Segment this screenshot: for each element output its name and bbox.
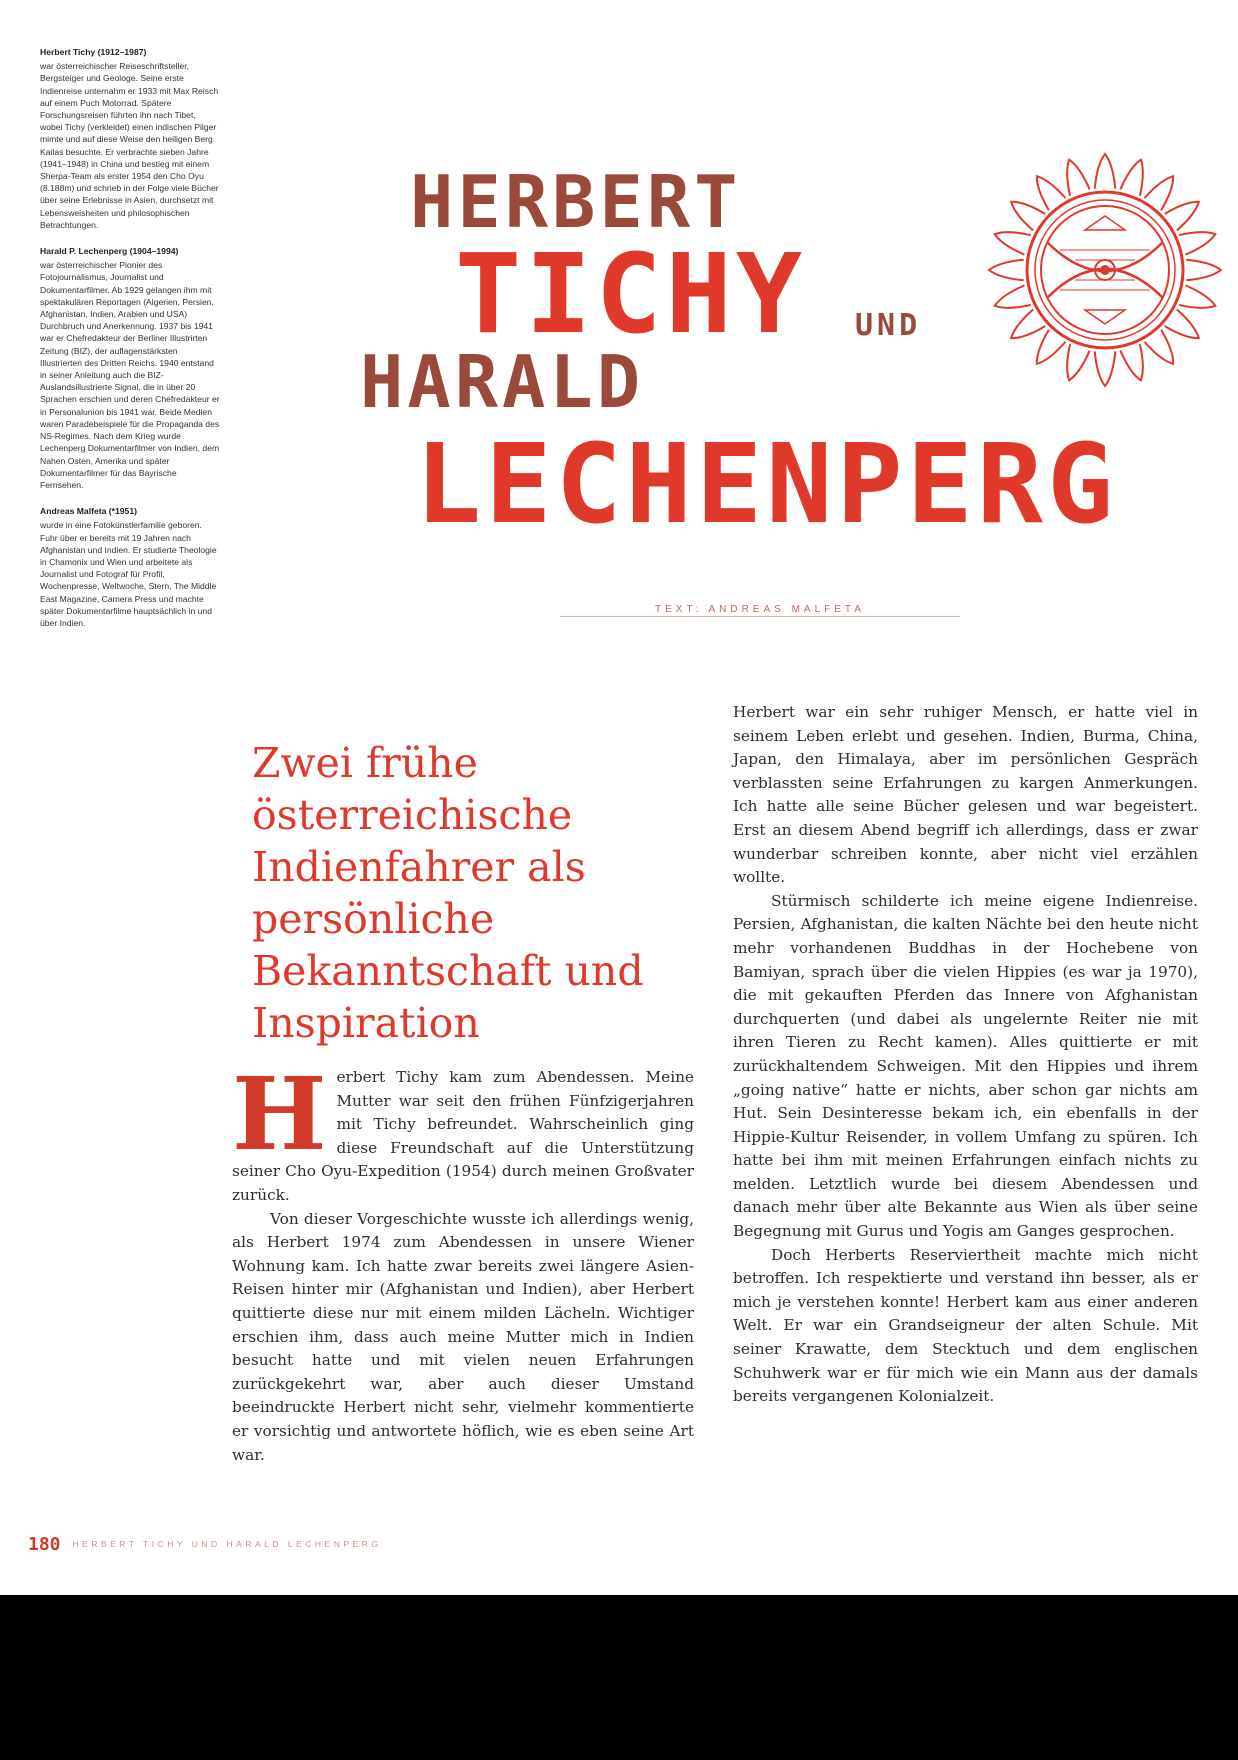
- scan-black-band: [0, 1595, 1238, 1760]
- sun-petal: [1179, 232, 1215, 254]
- sun-petal: [995, 232, 1031, 254]
- sun-mandala-icon: [985, 150, 1225, 390]
- bio-tichy: [40, 46, 220, 231]
- bio-name: Andreas Malfeta (*1951): [40, 506, 137, 517]
- body-paragraph: Von dieser Vorgeschichte wusste ich allerdings wenig, als Herbert 1974 zum Abendessen in unsere Wiener Wohnung kam. Ich hatte zwar bereits zwei längere Asien-Reisen hinter mir (Afghanistan und Indien), aber Herbert quittierte diese nur mit einem milden Lächeln. Wichtiger erschien ihm, dass auch meine Mutter mich in Indien besucht hatte und mit vielen neuen Erfahrungen zurückgekehrt war, aber auch dieser Umstand beeindruckte Herbert nicht sehr, vielmehr kommentierte er vorsichtig und antwortete höflich, wie es eben seine Art war.: [232, 1209, 694, 1464]
- sun-petal: [1120, 344, 1142, 380]
- article-column-right: [733, 701, 1198, 1409]
- body-paragraph: Herbert war ein sehr ruhiger Mensch, er hatte viel in seinem Leben erlebt und gesehen. Indien, Burma, China, Japan, den Himalaya, aber im persönlichen Gespräch verblassten seine Erfahrungen zu kargen Anmerkungen. Ich hatte alle seine Bücher gelesen und war begeistert. Erst an diesem Abend begriff ich allerdings, dass er zwar wunderbar schreiben konnte, aber nicht viel erzählen wollte.: [733, 703, 1198, 887]
- page-footer: [28, 1533, 381, 1555]
- sun-petal: [1067, 160, 1089, 196]
- bio-sidebar: [40, 46, 220, 643]
- sun-petal: [1095, 154, 1116, 189]
- paragraph-text: erbert Tichy kam zum Abendessen. Meine Mutter war seit den frühen Fünfzigerjahren mit Tichy befreundet. Wahrscheinlich ging diese Freundschaft auf die Unterstützung seiner Cho Oyu-Expedition (1954) durch meinen Großvater zurück.: [232, 1068, 694, 1204]
- bio-name: Herbert Tichy (1912–1987): [40, 47, 147, 57]
- drop-cap: H: [232, 1055, 327, 1173]
- author-credit: [560, 597, 960, 627]
- title-herbert: HERBERT: [410, 160, 742, 244]
- bio-malfeta: [40, 505, 220, 629]
- title-harald: HARALD: [360, 340, 645, 424]
- bio-text: wurde in eine Fotokünstlerfamilie geboren. Fuhr über er bereits mit 19 Jahren nach Afghanistan und Indien. Er studierte Theologie in Chamonix und Wien und arbeitete als Journalist und Fotograf für Profil, Wochenpresse, Weltwoche, Stern, The Middle East Magazine, Camera Press und machte später Dokumentarfilme hauptsächlich in und über Indien.: [40, 520, 217, 628]
- article-subtitle: Zwei frühe österreichische Indienfahrer als persönliche Bekanntschaft und Inspiration: [252, 739, 644, 1048]
- page-number: 180: [28, 1533, 61, 1555]
- sun-petal: [995, 285, 1031, 307]
- body-paragraph: Stürmisch schilderte ich meine eigene Indienreise. Persien, Afghanistan, die kalten Nächte bei den heute nicht mehr vorhandenen Buddhas in der Hochebene von Bamiyan, sprach über die vielen Hippies (es war ja 1970), die mit gekauften Pferden das Innere von Afghanistan durchquerten (und dabei als ungelernte Reiter nie mit ihren Tieren zu Recht kamen). Alles quittierte er mit zurückhaltendem Schweigen. Mit den Hippies und ihrem „going native“ hatte er nichts, aber schon gar nichts am Hut. Sein Desinteresse bekam ich, ein ebenfalls in der Hippie-Kultur Reisender, in vollem Umfang zu spüren. Ich hatte bei ihm mit meinen Erfahrungen einfach nichts zu melden. Letztlich wurde bei diesem Abendessen und danach mehr über alte Bekannte aus Wien als über seine Begegnung mit Gurus und Yogis am Ganges gesprochen.: [733, 891, 1198, 1241]
- credit-text: TEXT: ANDREAS MALFETA: [655, 604, 865, 615]
- title-und: UND: [855, 308, 922, 343]
- running-head: HERBERT TICHY UND HARALD LECHENPERG: [72, 1539, 382, 1549]
- body-paragraph: [232, 1055, 694, 1208]
- title-lechenperg: LECHENPERG: [415, 420, 1118, 548]
- sun-petal: [1186, 260, 1221, 281]
- credit-divider: [560, 616, 960, 617]
- bio-name: Harald P. Lechenperg (1904–1994): [40, 246, 179, 257]
- sun-petal: [1067, 344, 1089, 380]
- sun-petal: [1179, 285, 1215, 307]
- title-tichy: TICHY: [455, 230, 807, 358]
- body-paragraph: Doch Herberts Reserviertheit machte mich nicht betroffen. Ich respektierte und verstand ihn besser, als er mich je verstehen konnte! Herbert kam aus einer anderen Welt. Er war ein Grandseigneur der alten Schule. Mit seiner Krawatte, dem Stecktuch und dem englischen Schuhwerk war er für mich wie ein Mann aus der damals bereits vergangenen Kolonialzeit.: [733, 1245, 1198, 1406]
- bio-text: war österreichischer Reiseschriftsteller, Bergsteiger und Geologe. Seine erste Indienreise unternahm er 1933 mit Max Reisch auf einem Puch Motorrad. Spätere Forschungsreisen führten ihn nach Tibet, wobei Tichy (verkleidet) einen indischen Pilger mimte und auf diese Weise den heiligen Berg Kailas besuchte. Er verbrachte sieben Jahre (1941–1948) in China und bestieg mit einem Sherpa-Team als erster 1954 den Cho Oyu (8.188m) und schrieb in der Folge viele Bücher über seine Erlebnisse in Asien, durchsetzt mit Lebensweisheiten und philosophischen Betrachtungen.: [40, 61, 219, 230]
- bio-lechenperg: [40, 245, 220, 491]
- bio-text: war österreichischer Pionier des Fotojournalismus, Journalist und Dokumentarfilmer. Ab 1929 gelangen ihm mit spektakulären Reportagen (Algerien, Persien, Afghanistan, Indien, Arabien und USA) Durchbruch und Anerkennung. 1937 bis 1941 war er Chefredakteur der Berliner Illustrirten Zeitung (BIZ), der auflagenstärksten Illustrierten des Dritten Reichs. 1940 entstand in seiner Anleitung auch die BIZ-Auslandsillustrierte Signal, die in über 20 Sprachen erschien und deren Chefredakteur er in Personalunion bis 1941 war. Beide Medien waren Paradebeispiele für die Propaganda des NS-Regimes. Nach dem Krieg wurde Lechenperg Dokumentarfilmer von Indien, dem Nahen Osten, Amerika und später Dokumentarfilmer für das Bayrische Fernsehen.: [40, 260, 220, 490]
- sun-petal: [989, 260, 1024, 281]
- article-column-left: [232, 1055, 694, 1467]
- sun-petal: [1120, 160, 1142, 196]
- sun-petal: [1095, 351, 1116, 386]
